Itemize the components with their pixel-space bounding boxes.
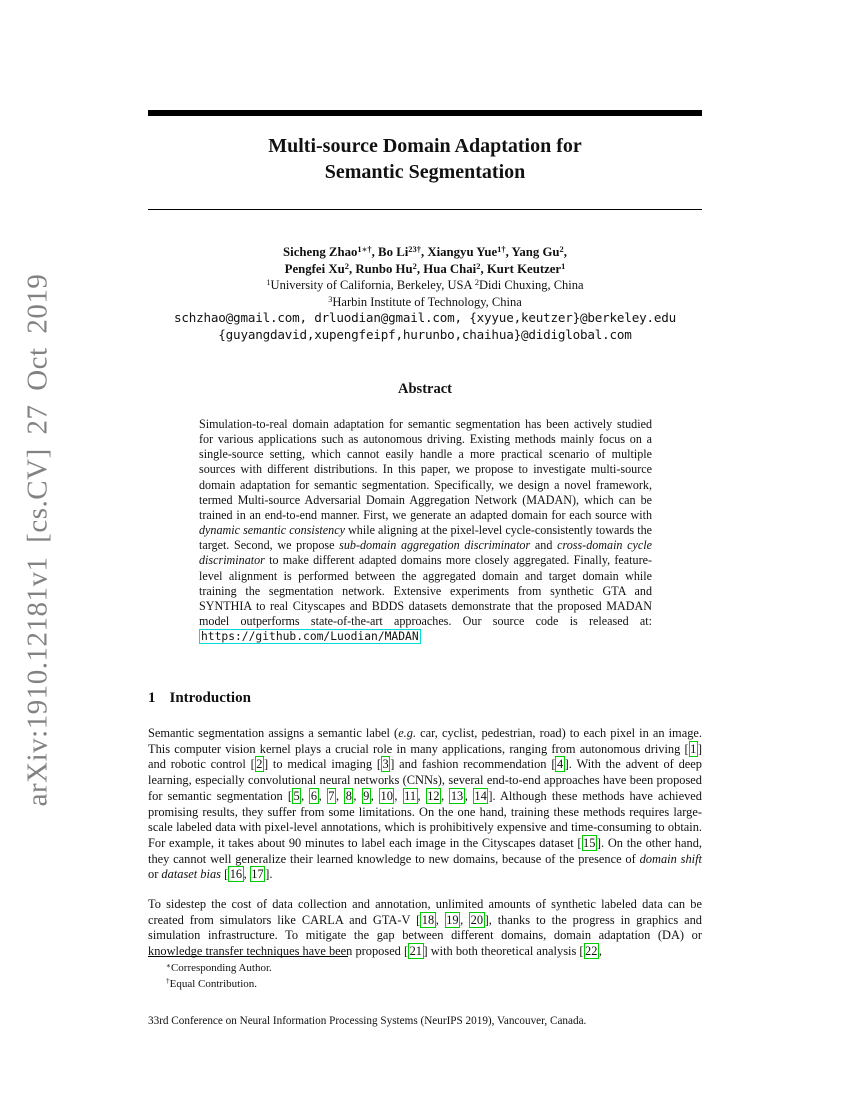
text-segment: Harbin Institute of Technology, China xyxy=(332,294,522,309)
text-segment: Didi Chuxing, China xyxy=(479,278,584,292)
text-segment: , xyxy=(353,788,362,803)
paper-title-line2: Semantic Segmentation xyxy=(324,161,526,183)
text-segment: ] to medical imaging [ xyxy=(263,757,382,772)
text-segment: ]. On the other hand, they cannot well generalize their learned knowledge to new domains, because of the presence of xyxy=(148,835,702,866)
text-segment: domain shift xyxy=(639,851,702,866)
citation-link[interactable]: 10 xyxy=(380,788,393,803)
footnote-corresponding-author xyxy=(148,961,702,977)
citation-link[interactable]: 5 xyxy=(293,788,300,803)
superscript: 1† xyxy=(497,244,506,255)
text-segment: , xyxy=(301,788,310,803)
footnote-marker: † xyxy=(166,977,170,986)
footnotes-block xyxy=(148,961,702,992)
text-segment: , Runbo Hu xyxy=(348,261,413,276)
text-segment: , xyxy=(370,788,379,803)
citation-link[interactable]: 18 xyxy=(421,912,435,927)
paper-title-line1: Multi-source Domain Adaptation for xyxy=(268,135,582,157)
superscript: 2 xyxy=(412,260,417,271)
text-segment: , Hua Chai xyxy=(416,261,477,276)
superscript: 23† xyxy=(408,244,421,255)
text-segment: and xyxy=(530,538,558,553)
intro-paragraph-2 xyxy=(148,897,702,960)
citation-link[interactable]: 14 xyxy=(474,788,487,803)
superscript: 2 xyxy=(476,260,481,271)
author-names-line2 xyxy=(148,261,702,278)
text-segment: , xyxy=(460,912,470,927)
text-segment: ] with both theoretical analysis [ xyxy=(423,944,584,959)
text-segment: ] and robotic control [ xyxy=(148,741,702,772)
text-segment: , xyxy=(335,788,345,803)
citation-link[interactable]: 9 xyxy=(363,788,370,803)
citation-link[interactable]: 19 xyxy=(446,912,459,927)
superscript: 2 xyxy=(474,278,480,288)
abstract-heading: Abstract xyxy=(398,381,452,397)
text-segment: Sicheng Zhao xyxy=(283,245,358,259)
citation-link[interactable]: 22 xyxy=(585,944,598,959)
superscript: 1 xyxy=(561,260,566,271)
text-segment: , Kurt Keutzer xyxy=(480,261,562,276)
text-segment: University of California, Berkeley, USA xyxy=(270,278,475,292)
superscript: 2 xyxy=(559,244,564,255)
text-segment: ]. xyxy=(265,867,273,882)
superscript: 3 xyxy=(328,294,333,304)
section-number: 1 xyxy=(148,690,156,706)
citation-link[interactable]: 11 xyxy=(404,788,417,803)
affiliation-line2 xyxy=(148,294,702,311)
text-segment: , Xiangyu Yue xyxy=(420,245,498,259)
text-segment: to make different adapted domains more closely aggregated. Finally, feature-level alignment is performed between the aggregated domain and target domain while training the segmentation network. Extensive experiments from synthetic GTA and SYNTHIA to real Cityscapes and BDDS datasets demonstrate that the proposed MADAN model outperforms state-of-the-art approaches. Our source code is released at: xyxy=(199,553,652,629)
citation-link[interactable]: 21 xyxy=(409,944,422,959)
superscript: 1 xyxy=(266,278,271,288)
citation-link[interactable]: 4 xyxy=(556,757,564,772)
footnote-text: Corresponding Author. xyxy=(170,962,272,974)
text-segment: , xyxy=(441,788,450,803)
text-segment: , Yang Gu xyxy=(505,245,560,259)
header-bar xyxy=(148,110,702,116)
section-title: Introduction xyxy=(169,690,251,706)
arxiv-stamp: arXiv:1910.12181v1 [cs.CV] 27 Oct 2019 xyxy=(21,273,54,807)
text-segment: , xyxy=(417,788,426,803)
text-segment: sub-domain aggregation discriminator xyxy=(339,538,531,553)
text-segment: , xyxy=(243,867,250,882)
text-segment: [ xyxy=(220,867,229,882)
citation-link[interactable]: 17 xyxy=(251,867,264,882)
text-segment: , xyxy=(563,245,567,259)
citation-link[interactable]: 12 xyxy=(427,788,440,803)
citation-link[interactable]: 20 xyxy=(470,912,484,927)
email-line2: {guyangdavid,xupengfeipf,hurunbo,chaihua}@didiglobal.com xyxy=(218,326,632,342)
text-segment: , xyxy=(394,788,403,803)
title-divider xyxy=(148,209,702,210)
text-segment: , Bo Li xyxy=(371,245,409,259)
text-segment: ]. With the advent of deep learning, especially convolutional neural networks (CNNs), several end-to-end approaches have been proposed for semantic segmentation [ xyxy=(148,757,702,803)
footnote-equal-contribution xyxy=(148,977,702,993)
text-segment: ] and fashion recommendation [ xyxy=(390,757,556,772)
citation-link[interactable]: 2 xyxy=(256,757,263,772)
conference-footer: 33rd Conference on Neural Information Processing Systems (NeurIPS 2019), Vancouver, Canada. xyxy=(148,1015,587,1027)
text-segment: dataset bias xyxy=(161,867,221,882)
footnote-divider xyxy=(148,956,348,957)
text-segment: Pengfei Xu xyxy=(284,261,345,276)
citation-link[interactable]: 7 xyxy=(328,788,335,803)
citation-link[interactable]: 6 xyxy=(310,788,318,803)
author-names-line1 xyxy=(148,244,702,261)
affiliation-line1 xyxy=(148,277,702,294)
text-segment: , xyxy=(598,944,603,959)
section-heading-introduction xyxy=(148,690,702,707)
text-segment: e.g. xyxy=(398,726,417,740)
text-segment: ], thanks to the progress in graphics and simulation infrastructure. To mitigate the gap between different domains, domain adaptation (DA) or knowledge transfer techniques have been proposed [ xyxy=(148,912,702,959)
text-segment: cross-domain cycle discriminator xyxy=(199,538,653,568)
citation-link[interactable]: 13 xyxy=(450,788,464,803)
superscript: 1∗† xyxy=(357,244,372,255)
text-segment: To sidestep the cost of data collection and annotation, unlimited amounts of synthetic labeled data can be created from simulators like CARLA and GTA-V [ xyxy=(148,897,702,927)
abstract-body xyxy=(199,417,652,644)
text-segment: ]. Although these methods have achieved promising results, they suffer from some limitations. On the one hand, training these methods requires large-scale labeled data with pixel-level annotations, which is prohibitively expensive and time-consuming to obtain. For example, it takes about 90 minutes to label each image in the Cityscapes dataset [ xyxy=(148,788,703,850)
authors-block xyxy=(148,244,702,343)
superscript: 2 xyxy=(344,260,349,271)
text-segment: , xyxy=(464,788,473,803)
citation-link[interactable]: 8 xyxy=(345,788,352,803)
url-link[interactable]: https://github.com/Luodian/MADAN xyxy=(201,630,419,644)
text-segment: or xyxy=(148,867,162,882)
footnote-marker: ∗ xyxy=(166,961,171,970)
text-segment: Semantic segmentation assigns a semantic label ( xyxy=(148,726,399,740)
paper-title xyxy=(148,133,702,185)
text-segment: dynamic semantic consistency xyxy=(199,523,345,538)
citation-link[interactable]: 16 xyxy=(229,867,243,882)
text-segment: , xyxy=(318,788,327,803)
citation-link[interactable]: 15 xyxy=(583,835,596,850)
email-line1: schzhao@gmail.com, drluodian@gmail.com, {xyyue,keutzer}@berkeley.edu xyxy=(174,310,676,325)
citation-link[interactable]: 3 xyxy=(382,757,389,772)
text-segment: Simulation-to-real domain adaptation for semantic segmentation has been actively studied for various applications such as autonomous driving. Existing methods mainly focus on a single-source setting, which cannot easily handle a more practical scenario of multiple sources with different distributions. In this paper, we propose to investigate multi-source domain adaptation for semantic segmentation. Specifically, we design a novel framework, termed Multi-source Adversarial Domain Aggregation Network (MADAN), which can be trained in an end-to-end manner. First, we generate an adapted domain for each source with xyxy=(199,417,652,522)
citation-link[interactable]: 1 xyxy=(690,741,697,756)
text-segment: car, cyclist, pedestrian, road) to each pixel in an image. This computer vision kernel plays a crucial role in many applications, ranging from autonomous driving [ xyxy=(148,726,702,756)
text-segment: , xyxy=(435,912,445,927)
intro-paragraph-1 xyxy=(148,726,702,883)
footnote-text: Equal Contribution. xyxy=(169,977,258,990)
text-segment: while aligning at the pixel-level cycle-consistently towards the target. Second, we propose xyxy=(199,523,652,553)
